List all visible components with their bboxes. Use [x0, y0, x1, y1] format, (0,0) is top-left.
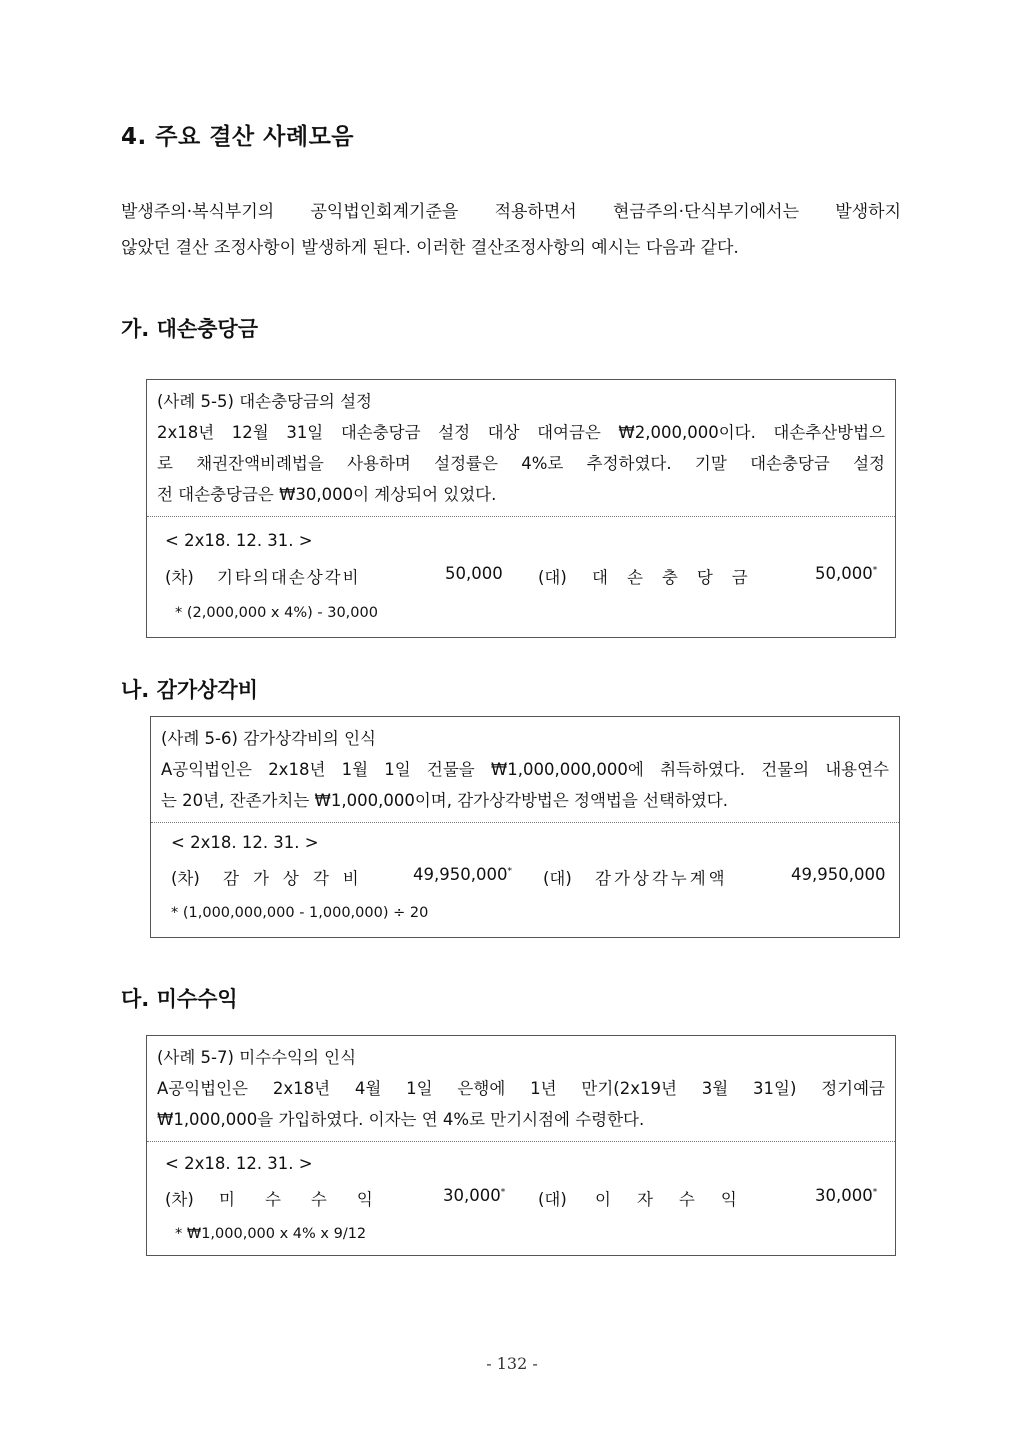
journal-entry — [147, 517, 895, 641]
desc-line: 전 대손충당금은 ₩30,000이 계상되어 있었다. — [157, 485, 497, 504]
case-description — [147, 380, 895, 516]
entry-date: < 2x18. 12. 31. > — [165, 531, 313, 550]
desc-line: ₩1,000,000을 가입하였다. 이자는 연 4%로 만기시점에 수령한다. — [157, 1110, 645, 1129]
desc-line: 로 채권잔액비례법을 사용하며 설정률은 4%로 추정하였다. 기말 대손충당금 설정 — [157, 454, 885, 473]
case-description — [147, 1036, 895, 1141]
footnote-mark: * — [500, 1187, 506, 1198]
debit-amount-wrap — [413, 865, 512, 884]
debit-account: 미수수익 — [219, 1190, 403, 1209]
desc-line: A공익법인은 2x18년 4월 1일 은행에 1년 만기(2x19년 3월 31일) 정기예금 — [157, 1079, 885, 1098]
case-box-5-7 — [146, 1035, 896, 1256]
journal-entry — [151, 823, 899, 941]
page-number: - 132 - — [486, 1354, 538, 1373]
credit-amount: 30,000 — [815, 1186, 873, 1205]
desc-line: 는 20년, 잔존가치는 ₩1,000,000이며, 감가상각방법은 정액법을 선택하였다. — [161, 791, 728, 810]
case-box-5-5 — [146, 379, 896, 638]
credit-label: (대) — [538, 568, 567, 587]
credit-label: (대) — [538, 1190, 567, 1209]
debit-account: 기타의대손상각비 — [217, 568, 361, 587]
footnote-mark: * — [872, 1187, 878, 1198]
debit-label: (차) — [171, 869, 200, 888]
section-title: 4. 주요 결산 사례모음 — [121, 124, 355, 150]
desc-line: A공익법인은 2x18년 1월 1일 건물을 ₩1,000,000,000에 취득하였다. 건물의 내용연수 — [161, 760, 889, 779]
credit-account: 이자수익 — [595, 1190, 763, 1209]
case-title: (사례 5-7) 미수수익의 인식 — [157, 1048, 357, 1067]
intro-line-1: 발생주의·복식부기의 공익법인회계기준을 적용하면서 현금주의·단식부기에서는 발생하지 — [121, 202, 901, 222]
entry-date: < 2x18. 12. 31. > — [165, 1154, 313, 1173]
credit-account: 대손충당금 — [592, 568, 767, 587]
debit-amount: 30,000 — [443, 1186, 501, 1205]
heading-accrued-income: 다. 미수수익 — [121, 987, 238, 1011]
case-box-5-6 — [150, 716, 900, 938]
heading-depreciation: 나. 감가상각비 — [121, 678, 259, 702]
debit-amount: 50,000 — [445, 564, 503, 583]
entry-date: < 2x18. 12. 31. > — [171, 833, 319, 852]
desc-line: 2x18년 12월 31일 대손충당금 설정 대상 대여금은 ₩2,000,000이다. 대손추산방법으 — [157, 423, 885, 442]
footnote-mark: * — [872, 565, 878, 576]
case-title: (사례 5-6) 감가상각비의 인식 — [161, 729, 376, 748]
credit-amount: 50,000 — [815, 564, 873, 583]
calculation-note: * (1,000,000,000 - 1,000,000) ÷ 20 — [171, 905, 429, 921]
footnote-mark: * — [507, 866, 512, 877]
credit-account: 감가상각누계액 — [595, 869, 728, 888]
credit-label: (대) — [543, 869, 572, 888]
calculation-note: * (2,000,000 x 4%) - 30,000 — [175, 605, 378, 621]
case-title: (사례 5-5) 대손충당금의 설정 — [157, 392, 372, 411]
credit-amount: 49,950,000 — [791, 865, 886, 884]
credit-amount-wrap — [815, 1186, 877, 1205]
intro-line-2: 않았던 결산 조정사항이 발생하게 된다. 이러한 결산조정사항의 예시는 다음과 같다. — [121, 238, 739, 258]
case-description — [151, 717, 899, 822]
journal-entry — [147, 1142, 895, 1260]
debit-label: (차) — [165, 568, 194, 587]
debit-account: 감가상각비 — [223, 869, 373, 888]
debit-label: (차) — [165, 1190, 194, 1209]
debit-amount: 49,950,000 — [413, 865, 508, 884]
calculation-note: * ₩1,000,000 x 4% x 9/12 — [175, 1226, 367, 1242]
credit-amount-wrap — [815, 564, 877, 583]
debit-amount-wrap — [443, 1186, 505, 1205]
intro-paragraph — [121, 194, 901, 266]
heading-allowance: 가. 대손충당금 — [121, 317, 259, 341]
